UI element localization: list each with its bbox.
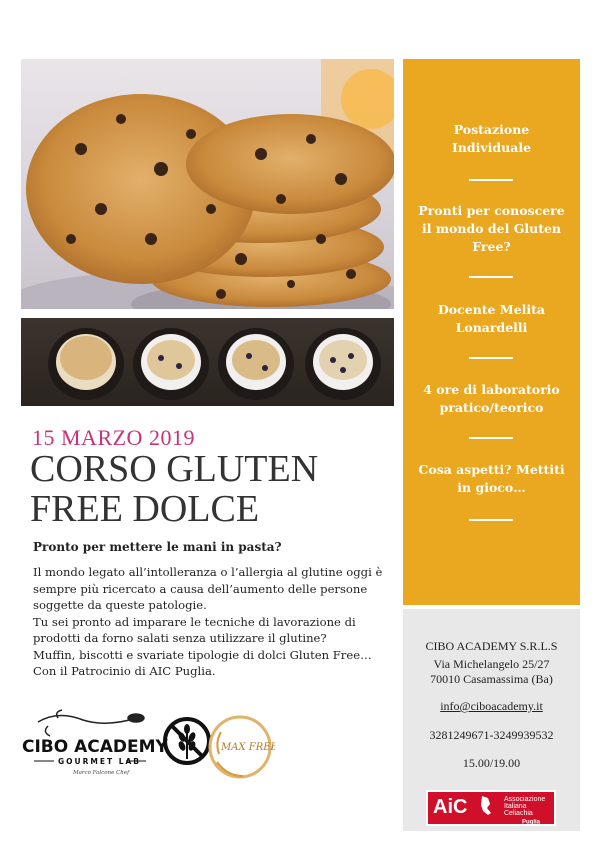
academy-subtitle: GOURMET LAB — [58, 757, 142, 766]
info-separator — [469, 437, 513, 439]
description — [33, 564, 393, 680]
info-separator — [469, 179, 513, 181]
info-item-ore: 4 ore di laboratorio pratico/teorico — [423, 382, 560, 415]
event-date: 15 MARZO 2019 — [32, 425, 195, 450]
aic-region: Puglia — [522, 819, 541, 826]
opening-hours: 15.00/19.00 — [462, 756, 521, 770]
info-separator — [469, 519, 513, 521]
description-paragraph: Il mondo legato all’intolleranza o l’allergia al glutine oggi è sempre più ricercato a causa dell’aumento delle persone soggette da queste patologie. — [33, 565, 383, 612]
cookies-photo — [21, 59, 394, 309]
cibo-academy-logo — [18, 706, 168, 780]
info-separator — [469, 276, 513, 278]
info-separator — [469, 357, 513, 359]
address-line: Via Michelangelo 25/27 — [433, 657, 550, 671]
info-item-postazione: Postazione Individuale — [451, 122, 532, 155]
aic-line-3: Celiachia — [504, 810, 533, 817]
tagline: Pronto per mettere le mani in pasta? — [33, 540, 282, 554]
description-paragraph: Tu sei pronto ad imparare le tecniche di lavorazione di prodotti da forno salati senza utilizzare il glutine? — [33, 614, 356, 645]
info-item-cosa-aspetti: Cosa aspetti? Mettiti in gioco… — [418, 462, 565, 495]
aic-line-1: Associazione — [504, 796, 546, 803]
course-title: CORSO GLUTEN FREE DOLCE — [30, 448, 319, 530]
info-panel — [403, 59, 580, 605]
phone-numbers: 3281249671-3249939532 — [429, 728, 554, 742]
description-paragraph: Muffin, biscotti e svariate tipologie di dolci Gluten Free… Con il Patrocinio di AIC Puglia. — [33, 647, 372, 678]
city-line: 70010 Casamassima (Ba) — [430, 672, 553, 686]
aic-line-2: Italiana — [504, 803, 527, 810]
max-free-text: MAX FREE — [221, 742, 275, 753]
email-link[interactable]: info@ciboacademy.it — [440, 699, 543, 713]
academy-signature: Marco Falcone Chef — [73, 770, 130, 776]
company-name: CIBO ACADEMY S.R.L.S — [425, 639, 558, 653]
muffins-photo — [21, 318, 394, 406]
max-free-logo — [205, 712, 275, 782]
aic-mark: AiC — [433, 796, 468, 818]
aic-logo — [426, 790, 556, 826]
info-item-docente: Docente Melita Lonardelli — [437, 302, 546, 335]
academy-name: CIBO ACADEMY — [22, 737, 168, 757]
info-item-gluten-free: Pronti per conoscere il mondo del Gluten Free? — [418, 203, 565, 254]
